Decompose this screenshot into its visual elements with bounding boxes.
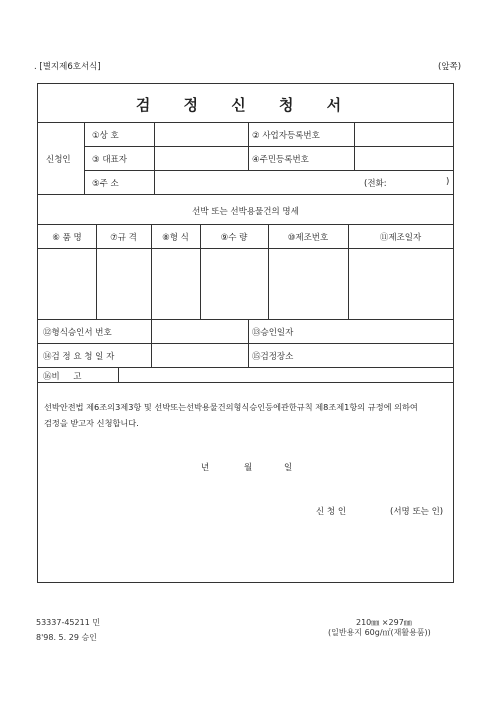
- business-reg-no-label: ② 사업자등록번호: [252, 131, 320, 141]
- inspection-place-label: ⑮검정장소: [252, 352, 294, 362]
- col-product-name: ⑥ 품 명: [52, 233, 82, 243]
- signature-hint: (서명 또는 인): [390, 507, 444, 517]
- address-label: ⑤주 소: [92, 179, 119, 189]
- col-specification: ⑦규 격: [110, 233, 137, 243]
- page-side-label: (앞쪽): [438, 62, 462, 72]
- form-number: . [별지제6호서식]: [34, 62, 101, 72]
- resident-reg-no-label: ④주민등록번호: [252, 155, 309, 165]
- application-statement: 선박안전법 제6조의3제3항 및 선박또는선박용물건의형식승인등에관한규칙 제8조제1항의 규정에 의하여 검정을 받고자 신청합니다.: [44, 402, 418, 428]
- representative-label: ③ 대표자: [92, 155, 127, 165]
- applicant-group-label: 신청인: [46, 155, 71, 165]
- paper-size: 210㎜ ×297㎜: [356, 618, 412, 627]
- phone-close: ): [446, 177, 450, 187]
- col-type: ⑧형 식: [162, 233, 189, 243]
- business-name-label: ①상 호: [92, 131, 119, 141]
- items-section-title: 선박 또는 선박용물건의 명세: [192, 207, 299, 217]
- approval-date-label: ⑬승인일자: [252, 328, 294, 338]
- application-form: [37, 83, 454, 583]
- signature-label: 신 청 인: [316, 507, 347, 517]
- col-manufacture-date: ⑪제조일자: [379, 233, 422, 243]
- date-month: 월: [244, 463, 253, 473]
- paper-type: (일반용지 60g/㎡(재활용품)): [328, 628, 431, 637]
- inspection-request-date-label: ⑭검 정 요 청 일 자: [43, 352, 115, 362]
- date-day: 일: [284, 463, 293, 473]
- approval-note: 8'98. 5. 29 승인: [36, 633, 97, 642]
- col-serial-number: ⑩제조번호: [287, 233, 329, 243]
- approval-number-label: ⑫형식승인서 번호: [43, 328, 112, 338]
- form-title: 검 정 신 청 서: [135, 96, 356, 114]
- phone-label: (전화:: [364, 179, 387, 189]
- form-code: 53337-45211 민: [36, 618, 101, 627]
- date-year: 년: [201, 463, 210, 473]
- col-quantity: ⑨수 량: [220, 233, 248, 243]
- remarks-label: ⑯비 고: [43, 372, 82, 382]
